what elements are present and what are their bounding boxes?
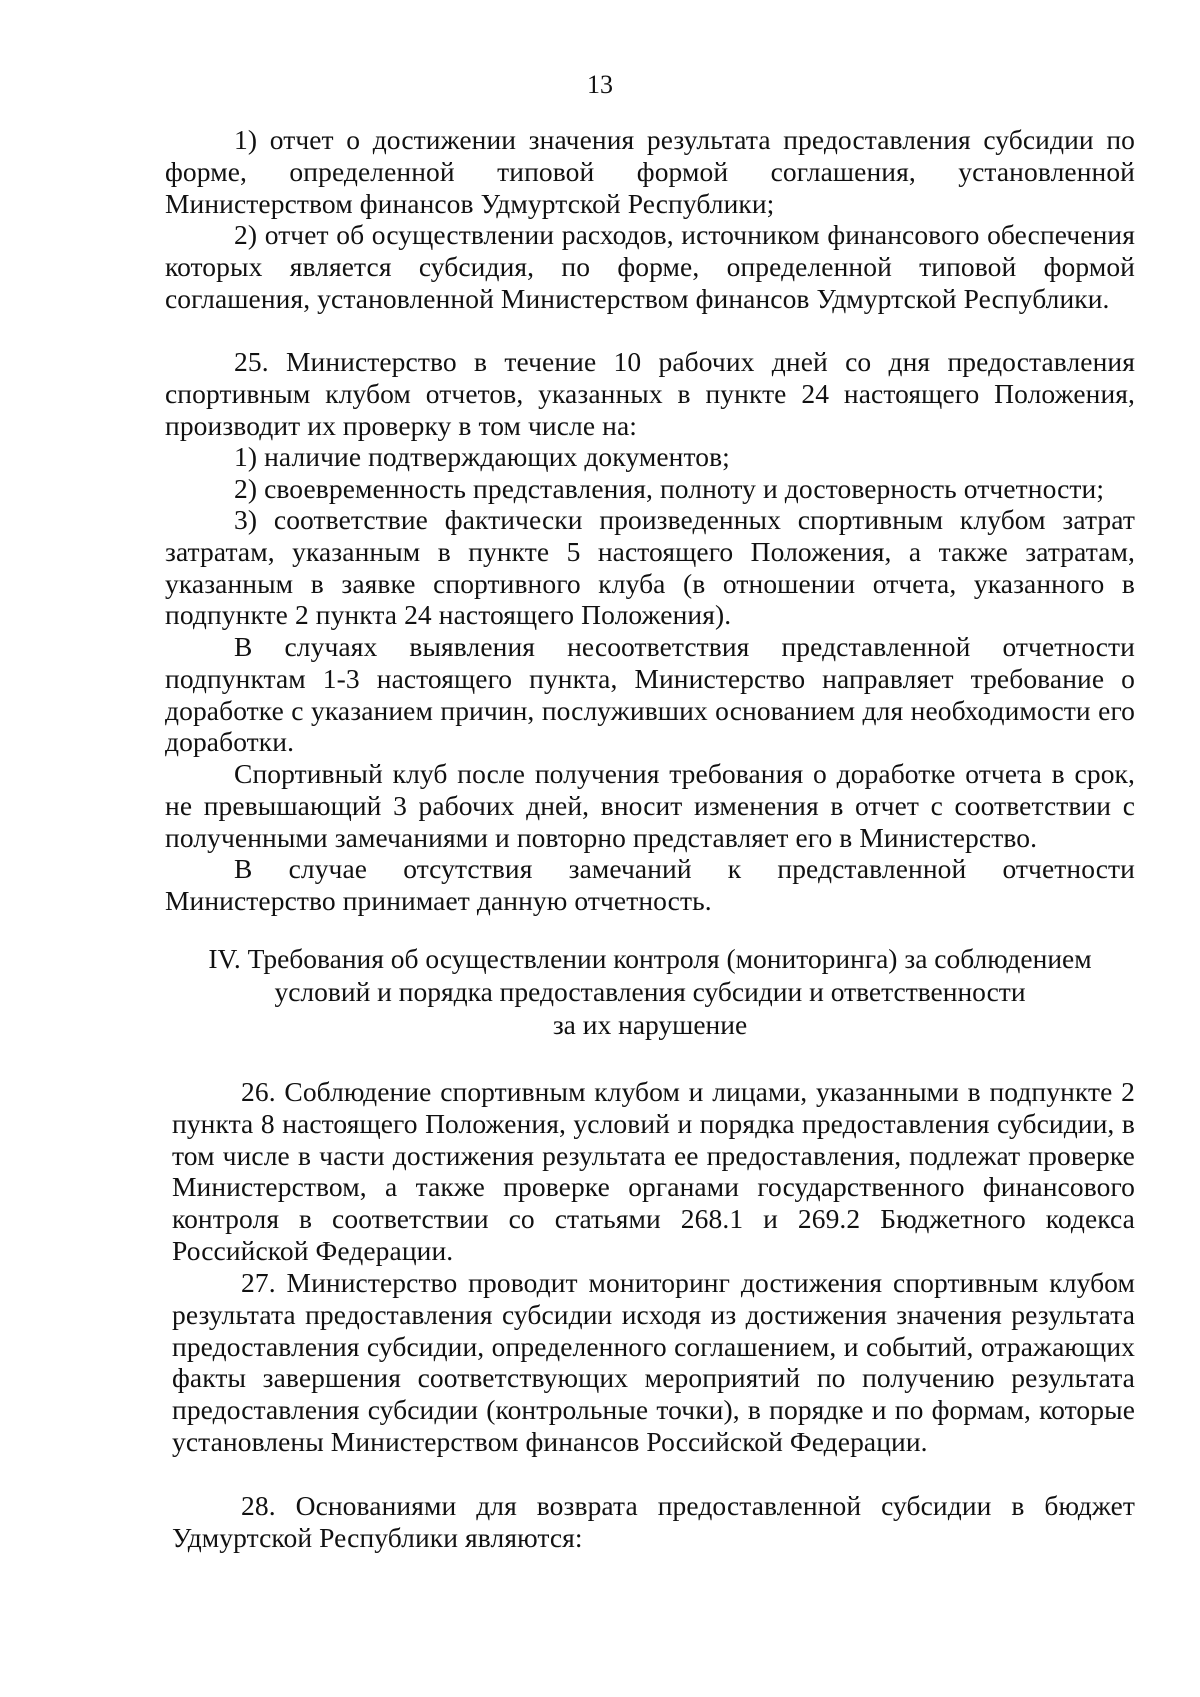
paragraph-item-28: 28. Основаниями для возврата предоставленной субсидии в бюджет Удмуртской Республики являются: <box>172 1490 1135 1553</box>
section-heading-line: за их нарушение <box>552 1009 748 1040</box>
paragraph-report-result: 1) отчет о достижении значения результата предоставления субсидии по форме, определенной типовой формой соглашения, установленной Министерством финансов Удмуртской Республики; <box>165 124 1135 219</box>
paragraph-acceptance: В случае отсутствия замечаний к представленной отчетности Министерство принимает данную отчетность. <box>165 853 1135 916</box>
paragraph-item-25: 25. Министерство в течение 10 рабочих дней со дня предоставления спортивным клубом отчетов, указанных в пункте 24 настоящего Положения, производит их проверку в том числе на: <box>165 346 1135 441</box>
paragraph-inconsistency: В случаях выявления несоответствия представленной отчетности подпунктам 1-3 настоящего пункта, Министерство направляет требование о доработке с указанием причин, послуживших основанием для необходимости его доработки. <box>165 631 1135 758</box>
section-heading <box>165 942 1135 1041</box>
section-heading-line: IV. Требования об осуществлении контроля (мониторинга) за соблюдением <box>208 943 1092 974</box>
page-number: 13 <box>587 70 613 99</box>
paragraph-check-costs: 3) соответствие фактически произведенных спортивным клубом затрат затратам, указанным в пункте 5 настоящего Положения, а также затратам, указанным в заявке спортивного клуба (в отношении отчета, указанного в подпункте 2 пункта 24 настоящего Положения). <box>165 504 1135 631</box>
paragraph-item-27: 27. Министерство проводит мониторинг достижения спортивным клубом результата предоставления субсидии исходя из достижения значения результата предоставления субсидии, определенного соглашением, и событий, отражающих факты завершения соответствующих мероприятий по получению результата предоставления субсидии (контрольные точки), в порядке и по формам, которые установлены Министерством финансов Российской Федерации. <box>172 1267 1135 1457</box>
paragraph-check-timeliness: 2) своевременность представления, полноту и достоверность отчетности; <box>234 473 1105 504</box>
paragraph-check-documents: 1) наличие подтверждающих документов; <box>234 441 730 472</box>
paragraph-rework: Спортивный клуб после получения требования о доработке отчета в срок, не превышающий 3 рабочих дней, вносит изменения в отчет с соответствии с полученными замечаниями и повторно представляет его в Министерство. <box>165 758 1135 853</box>
paragraph-item-26: 26. Соблюдение спортивным клубом и лицами, указанными в подпункте 2 пункта 8 настоящего Положения, условий и порядка предоставления субсидии, в том числе в части достижения результата ее предоставления, подлежат проверке Министерством, а также проверке органами государственного финансового контроля в соответствии со статьями 268.1 и 269.2 Бюджетного кодекса Российской Федерации. <box>172 1076 1135 1266</box>
paragraph-report-expenses: 2) отчет об осуществлении расходов, источником финансового обеспечения которых является субсидия, по форме, определенной типовой формой соглашения, установленной Министерством финансов Удмуртской Республики. <box>165 219 1135 314</box>
section-heading-line: условий и порядка предоставления субсидии и ответственности <box>274 976 1026 1007</box>
